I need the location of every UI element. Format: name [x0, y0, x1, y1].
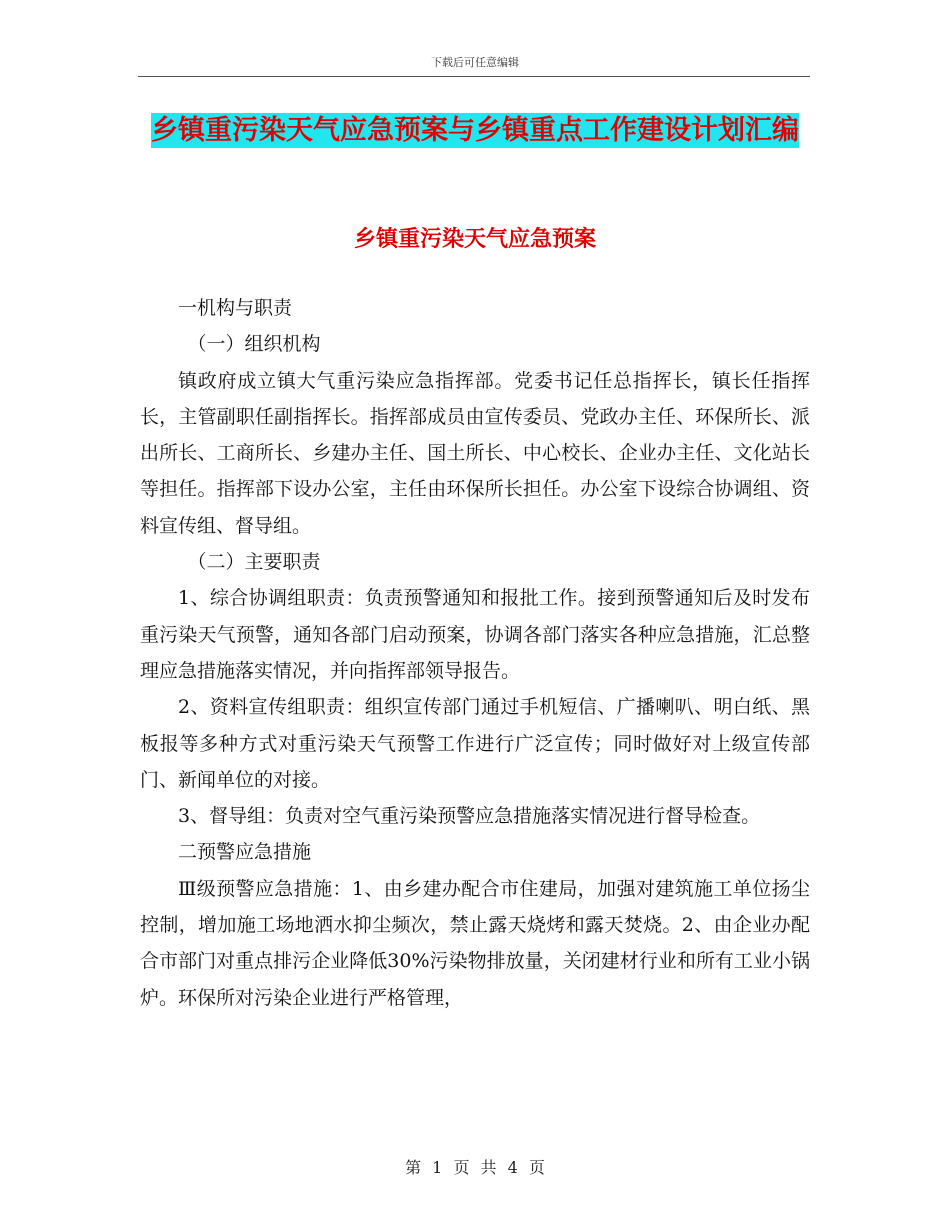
paragraph-organization: 镇政府成立镇大气重污染应急指挥部。党委书记任总指挥长，镇长任指挥长，主管副职任副指挥长。指挥部成员由宣传委员、党政办主任、环保所长、派出所长、工商所长、乡建办主任、国土所长、中心校长、企业办主任、文化站长等担任。指挥部下设办公室，主任由环保所长担任。办公室下设综合协调组、资料宣传组、督导组。 — [140, 369, 810, 537]
subheading-main-duties: （二）主要职责 — [187, 551, 321, 574]
paragraph-supervision-group: 3、督导组：负责对空气重污染预警应急措施落实情况进行督导检查。 — [178, 805, 761, 828]
document-body — [140, 290, 810, 1016]
paragraph-level3-measures: Ⅲ级预警应急措施：1、由乡建办配合市住建局，加强对建筑施工单位扬尘控制，增加施工场地洒水抑尘频次，禁止露天烧烤和露天焚烧。2、由企业办配合市部门对重点排污企业降低30%污染物排放量，关闭建材行业和所有工业小锅炉。环保所对污染企业进行严格管理， — [140, 877, 810, 1009]
document-title — [140, 108, 810, 154]
paragraph-publicity-group: 2、资料宣传组职责：组织宣传部门通过手机短信、广播喇叭、明白纸、黑板报等多种方式对重污染天气预警工作进行广泛宣传；同时做好对上级宣传部门、新闻单位的对接。 — [140, 696, 810, 791]
heading-warning-measures: 二预警应急措施 — [178, 841, 312, 864]
subheading-organization: （一）组织机构 — [187, 333, 321, 356]
header-divider — [138, 76, 810, 77]
paragraph-coordination-group: 1、综合协调组职责：负责预警通知和报批工作。接到预警通知后及时发布重污染天气预警，通知各部门启动预案，协调各部门落实各种应急措施，汇总整理应急措施落实情况，并向指挥部领导报告。 — [140, 587, 810, 682]
heading-organization-duties: 一机构与职责 — [178, 297, 293, 319]
page-footer: 第 1 页 共 4 页 — [405, 1158, 545, 1177]
document-title-text: 乡镇重污染天气应急预案与乡镇重点工作建设计划汇编 — [151, 115, 799, 146]
section-title: 乡镇重污染天气应急预案 — [353, 227, 596, 252]
page-header-note: 下载后可任意编辑 — [431, 56, 519, 69]
